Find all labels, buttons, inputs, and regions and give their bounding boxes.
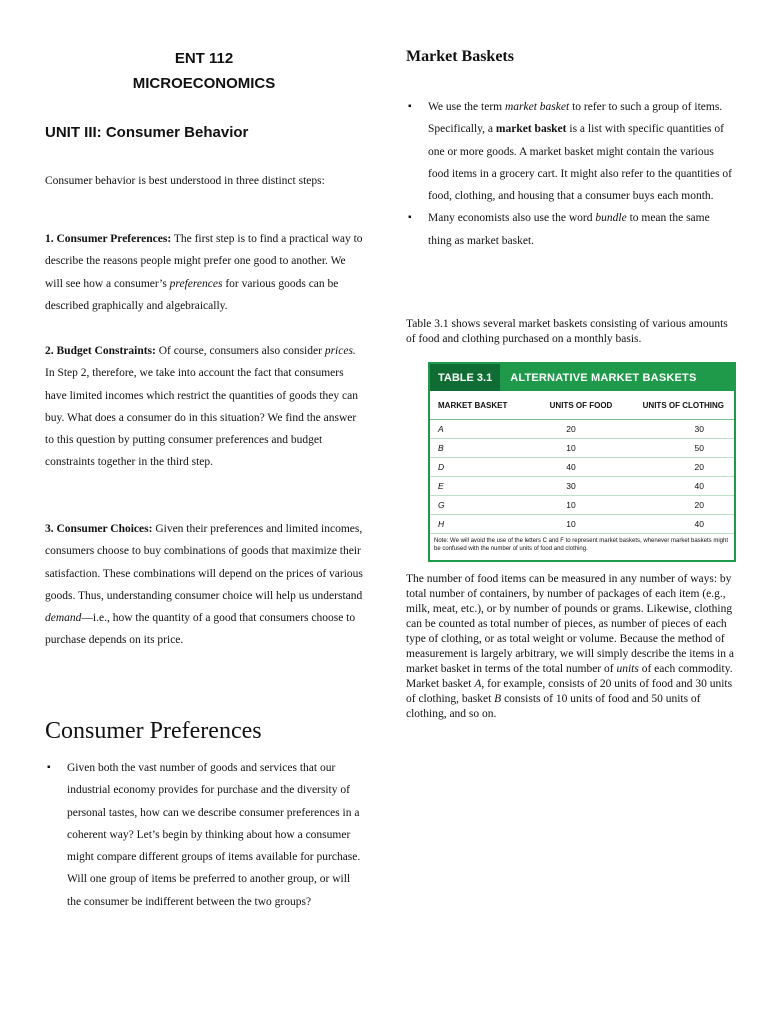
step2-text-b: In Step 2, therefore, we take into account the fact that consumers have limited incomes which restrict the quantities of goods they can buy. What does a consumer do in this situation? We find the answer to this question by putting consumer preferences and budget constraints together in the third step. bbox=[45, 367, 358, 469]
table-cell: 50 bbox=[694, 443, 705, 453]
table-number: TABLE 3.1 bbox=[430, 364, 500, 391]
table-cell: D bbox=[438, 462, 445, 472]
table-cell: H bbox=[438, 519, 445, 529]
step3-em: demand bbox=[45, 612, 82, 625]
b2-text-b: to mean the same thing as market basket. bbox=[428, 212, 710, 247]
market-basket-list bbox=[406, 96, 736, 252]
table-row bbox=[430, 496, 734, 515]
intro-paragraph: Consumer behavior is best understood in three distinct steps: bbox=[45, 175, 325, 187]
table-cell: 20 bbox=[694, 462, 705, 472]
market-basket-table bbox=[428, 362, 736, 562]
table-row bbox=[430, 515, 734, 534]
para-text-c: , for example, consists of 20 units of food and 30 units of clothing, basket bbox=[406, 678, 733, 705]
column-header: UNITS OF CLOTHING bbox=[642, 400, 724, 410]
table-cell: G bbox=[438, 500, 445, 510]
table-cell: 40 bbox=[694, 481, 705, 491]
table-row bbox=[430, 420, 734, 439]
table-body bbox=[430, 420, 734, 534]
table-cell: B bbox=[438, 443, 444, 453]
step2-em: prices. bbox=[324, 345, 356, 357]
step1-text-b: for various goods can be described graphically and algebraically. bbox=[45, 277, 339, 312]
section-heading: Consumer Preferences bbox=[45, 718, 262, 744]
column-header: MARKET BASKET bbox=[438, 400, 508, 410]
step1-em: preferences bbox=[169, 277, 223, 290]
step2-paragraph bbox=[45, 340, 363, 474]
table-cell: A bbox=[438, 424, 444, 434]
step2-text-a: Of course, consumers also consider bbox=[155, 345, 325, 357]
table-cell: 10 bbox=[566, 519, 576, 529]
unit-title: UNIT III: Consumer Behavior bbox=[45, 124, 249, 141]
para-em3: B bbox=[494, 693, 502, 705]
b1-strong: market basket bbox=[495, 123, 567, 136]
measurement-paragraph bbox=[406, 572, 736, 722]
table-cell: 10 bbox=[566, 443, 576, 453]
step3-text-b: —i.e., how the quantity of a good that consumers choose to purchase depends on its price. bbox=[45, 612, 356, 647]
course-code: ENT 112 bbox=[174, 50, 234, 67]
step1-text-a: The first step is to find a practical way to describe the reasons people might prefer one good to another. We will see how a consumer’s bbox=[45, 233, 363, 290]
step3-paragraph bbox=[45, 518, 363, 652]
b2-em: bundle bbox=[595, 212, 627, 225]
step3-text-a: Given their preferences and limited incomes, consumers choose to buy combinations of goods that maximize their satisfaction. These combinations will depend on the prices of various goods. Thus, understanding consumer choice will help us understand bbox=[45, 523, 363, 602]
table-row bbox=[430, 458, 734, 477]
para-text-b: of each commodity. Market basket bbox=[406, 663, 733, 690]
table-cell: 40 bbox=[566, 462, 576, 472]
b1-em: market basket bbox=[505, 101, 570, 113]
list-item: ▪ Given both the vast number of goods and services that our industrial economy provides for purchase and the diversity of personal tastes, how can we describe consumer preferences in a coherent way? Let’s begin by thinking about how a consumer might compare different groups of items available for purchase. Will one group of items be preferred to another group, or will the consumer be indifferent between the two groups? bbox=[45, 757, 363, 913]
para-text-a: The number of food items can be measured in any number of ways: by total number of containers, by number of packages of each item (e.g., milk, meat, etc.), or by number of pounds or grams. Likewise, clothing can be counted as total number of pieces, as number of pieces of each type of clothing, or as total weight or volume. Because the method of measurement is largely arbitrary, we will simply describe the items in a market basket in terms of the total number of bbox=[406, 573, 734, 675]
table-intro: Table 3.1 shows several market baskets consisting of various amounts of food and clothing purchased on a monthly basis. bbox=[406, 318, 728, 345]
course-name: MICROECONOMICS bbox=[132, 75, 276, 92]
preferences-list bbox=[45, 757, 363, 913]
table-title: ALTERNATIVE MARKET BASKETS bbox=[510, 371, 697, 384]
table-cell: 10 bbox=[566, 500, 576, 510]
table-cell: E bbox=[438, 481, 444, 491]
column-header: UNITS OF FOOD bbox=[549, 400, 613, 410]
table-cell: 30 bbox=[566, 481, 576, 491]
market-baskets-heading: Market Baskets bbox=[406, 48, 514, 65]
b1-text-a: We use the term bbox=[428, 101, 505, 113]
step1-paragraph bbox=[45, 228, 363, 317]
step1-label: 1. Consumer Preferences: bbox=[45, 233, 172, 245]
step2-label: 2. Budget Constraints: bbox=[45, 345, 156, 357]
b1-text-b: to refer to such a group of items. Specifically, a bbox=[428, 101, 723, 136]
para-em2: A bbox=[474, 678, 482, 690]
table-column-headers bbox=[430, 391, 734, 420]
table-cell: 40 bbox=[694, 519, 705, 529]
table-cell: 20 bbox=[566, 424, 576, 434]
para-em: units bbox=[616, 663, 639, 675]
b1-text-c: is a list with specific quantities of one or more goods. A market basket might contain the various food items in a grocery cart. It might also refer to the quantities of food, clothing, and housing that a consumer buys each month. bbox=[428, 123, 733, 203]
b2-text-a: Many economists also use the word bbox=[428, 212, 596, 225]
table-cell: 30 bbox=[694, 424, 705, 434]
list-item bbox=[406, 96, 736, 207]
table-note: Note: We will avoid the use of the letters C and F to represent market baskets, whenever market baskets might be confused with the number of units of food and clothing. bbox=[434, 538, 729, 552]
table-row bbox=[430, 477, 734, 496]
table-header bbox=[430, 364, 734, 391]
step3-label: 3. Consumer Choices: bbox=[45, 523, 153, 535]
para-text-d: consists of 10 units of food and 50 units of clothing, and so on. bbox=[406, 693, 701, 720]
table-row bbox=[430, 439, 734, 458]
list-item bbox=[406, 207, 736, 252]
table-cell: 20 bbox=[694, 500, 705, 510]
